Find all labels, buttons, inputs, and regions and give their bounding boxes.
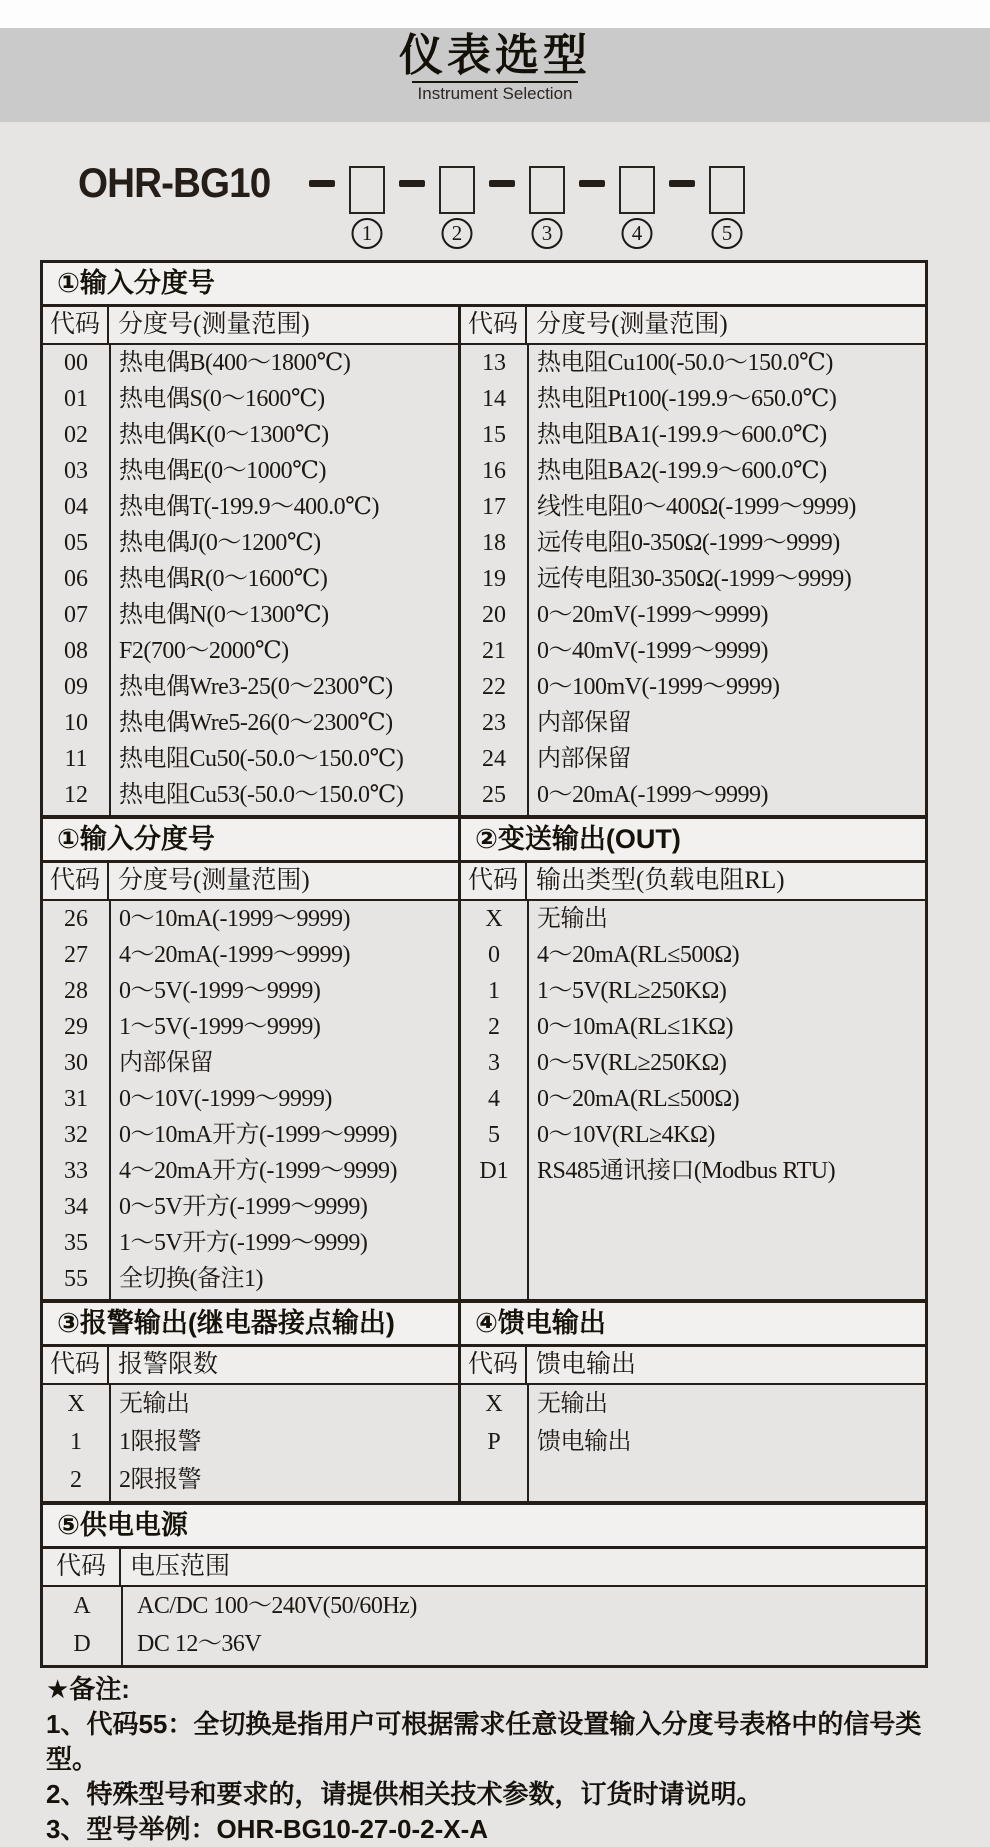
table-row — [43, 345, 458, 381]
row-code: 2 — [70, 1467, 82, 1493]
table-row — [461, 1045, 925, 1081]
model-slot-group-3 — [475, 152, 565, 245]
row-description: 无输出 — [537, 1391, 608, 1417]
dash-separator — [309, 180, 335, 187]
table-rows — [43, 345, 458, 815]
column-header-code: 代码 — [43, 863, 109, 899]
segment-index-3: 3 — [532, 218, 563, 249]
column-header-row — [43, 1347, 458, 1385]
remarks-section — [46, 1672, 946, 1847]
input-codes-right-half — [461, 307, 925, 815]
table-row — [43, 973, 458, 1009]
top-white-strip — [0, 0, 990, 28]
row-code: 22 — [482, 674, 506, 700]
row-code: 3 — [488, 1050, 500, 1076]
dash-separator — [669, 180, 695, 187]
column-header-code: 代码 — [461, 1347, 527, 1383]
row-description: 热电偶E(0～1000℃) — [119, 458, 326, 484]
section-input-codes-1 — [43, 263, 925, 815]
table-row — [461, 937, 925, 973]
row-code: 02 — [64, 422, 88, 448]
row-code: 08 — [64, 638, 88, 664]
row-description: 0～20mA(RL≤500Ω) — [537, 1086, 740, 1112]
row-code: X — [485, 1391, 503, 1417]
table-row — [461, 381, 925, 417]
row-description: 内部保留 — [537, 710, 631, 736]
transmit-output-half — [461, 819, 925, 1299]
table-row — [43, 1081, 458, 1117]
section-title: ②变送输出(OUT) — [461, 819, 925, 863]
table-row — [43, 633, 458, 669]
row-code: 34 — [64, 1194, 88, 1220]
row-code: A — [73, 1593, 91, 1619]
row-code: P — [487, 1429, 501, 1455]
row-description: 1～5V(RL≥250KΩ) — [537, 978, 727, 1004]
row-description: 热电阻Cu53(-50.0～150.0℃) — [119, 782, 404, 808]
column-header-row — [43, 1549, 925, 1587]
section-title: ③报警输出(继电器接点输出) — [43, 1303, 458, 1347]
row-description: 线性电阻0～400Ω(-1999～9999) — [537, 494, 856, 520]
table-row — [43, 453, 458, 489]
model-slot-group-5 — [655, 152, 745, 245]
table-row — [43, 561, 458, 597]
table-rows — [461, 1385, 925, 1501]
table-row — [461, 417, 925, 453]
row-code: 55 — [64, 1266, 88, 1292]
remark-item-1: 1、代码55：全切换是指用户可根据需求任意设置输入分度号表格中的信号类型。 — [46, 1709, 922, 1774]
row-description: DC 12～36V — [137, 1631, 262, 1657]
table-row — [43, 1625, 925, 1663]
row-description: 热电偶S(0～1600℃) — [119, 386, 325, 412]
table-row — [43, 741, 458, 777]
row-description: 热电偶J(0～1200℃) — [119, 530, 321, 556]
row-code: 25 — [482, 782, 506, 808]
column-header-code: 代码 — [461, 307, 527, 343]
row-code: 07 — [64, 602, 88, 628]
row-code: 0 — [488, 942, 500, 968]
model-slot-group-1 — [287, 152, 385, 245]
row-code: 00 — [64, 350, 88, 376]
segment-index-2: 2 — [442, 218, 473, 249]
row-description: 热电偶K(0～1300℃) — [119, 422, 329, 448]
row-description: 0～10mA开方(-1999～9999) — [119, 1122, 397, 1148]
column-header-row — [461, 863, 925, 901]
column-header-range: 分度号(测量范围) — [118, 867, 310, 894]
title-band — [0, 28, 990, 122]
table-row — [461, 1153, 925, 1189]
table-row — [43, 1153, 458, 1189]
row-code: 31 — [64, 1086, 88, 1112]
row-code: 1 — [488, 978, 500, 1004]
row-code: 05 — [64, 530, 88, 556]
row-code: 27 — [64, 942, 88, 968]
table-row — [461, 1423, 925, 1461]
table-rows — [43, 1385, 458, 1501]
row-description: 1～5V(-1999～9999) — [119, 1014, 321, 1040]
row-description: F2(700～2000℃) — [119, 638, 289, 664]
row-code: 03 — [64, 458, 88, 484]
column-header-row — [43, 863, 458, 901]
model-slot-2 — [439, 166, 475, 245]
table-row — [461, 1385, 925, 1423]
row-code: 2 — [488, 1014, 500, 1040]
table-row — [43, 937, 458, 973]
table-row — [43, 381, 458, 417]
column-header-row — [43, 307, 458, 345]
page-subtitle: Instrument Selection — [412, 81, 579, 103]
row-code: 11 — [64, 746, 88, 772]
column-header-code: 代码 — [43, 1347, 109, 1383]
row-code: 15 — [482, 422, 506, 448]
column-header-row — [461, 1347, 925, 1385]
table-row — [461, 901, 925, 937]
page-title: 仪表选型 — [399, 31, 591, 80]
table-row — [461, 345, 925, 381]
remarks-header: ★备注: — [46, 1674, 130, 1704]
table-row — [461, 453, 925, 489]
row-description: 热电偶R(0～1600℃) — [119, 566, 328, 592]
dash-separator — [399, 180, 425, 187]
input-codes-2-half — [43, 819, 461, 1299]
table-row — [43, 525, 458, 561]
segment-index-5: 5 — [712, 218, 743, 249]
row-description: 热电偶T(-199.9～400.0℃) — [119, 494, 379, 520]
row-code: X — [67, 1391, 85, 1417]
table-row — [461, 561, 925, 597]
model-prefix: OHR-BG10 — [78, 159, 271, 206]
section-title: ⑤供电电源 — [43, 1505, 925, 1549]
row-description: 热电偶Wre3-25(0～2300℃) — [119, 674, 393, 700]
row-code: 19 — [482, 566, 506, 592]
section-title: ①输入分度号 — [43, 819, 458, 863]
column-header-output-type: 输出类型(负载电阻RL) — [536, 867, 785, 894]
column-header-row — [461, 307, 925, 345]
row-description: 馈电输出 — [537, 1429, 631, 1455]
row-description: 热电偶B(400～1800℃) — [119, 350, 351, 376]
section-title: ①输入分度号 — [43, 263, 925, 307]
row-code: 1 — [70, 1429, 82, 1455]
row-code: 29 — [64, 1014, 88, 1040]
row-code: 01 — [64, 386, 88, 412]
column-header-voltage-range: 电压范围 — [130, 1553, 231, 1580]
row-code: 17 — [482, 494, 506, 520]
table-row — [43, 1587, 925, 1625]
table-row — [461, 669, 925, 705]
column-header-code: 代码 — [461, 863, 527, 899]
table-row — [461, 633, 925, 669]
table-row — [461, 1009, 925, 1045]
row-description: RS485通讯接口(Modbus RTU) — [537, 1158, 836, 1184]
row-description: 1～5V开方(-1999～9999) — [119, 1230, 368, 1256]
table-row — [43, 1225, 458, 1261]
row-description: 0～100mV(-1999～9999) — [537, 674, 780, 700]
column-header-alarm-limits: 报警限数 — [118, 1351, 219, 1378]
table-row — [43, 1261, 458, 1297]
table-rows — [43, 1587, 925, 1665]
row-description: 全切换(备注1) — [119, 1266, 263, 1292]
row-description: 0～5V开方(-1999～9999) — [119, 1194, 368, 1220]
table-row — [461, 705, 925, 741]
row-code: D — [73, 1631, 91, 1657]
row-description: 0～40mV(-1999～9999) — [537, 638, 768, 664]
table-row — [461, 489, 925, 525]
feed-output-half — [461, 1303, 925, 1501]
row-code: 20 — [482, 602, 506, 628]
row-code: 5 — [488, 1122, 500, 1148]
row-code: 09 — [64, 674, 88, 700]
table-row — [43, 1009, 458, 1045]
row-code: 32 — [64, 1122, 88, 1148]
row-description: 热电阻BA2(-199.9～600.0℃) — [537, 458, 827, 484]
row-code: 18 — [482, 530, 506, 556]
row-description: 0～10mA(-1999～9999) — [119, 906, 350, 932]
section-title: ④馈电输出 — [461, 1303, 925, 1347]
table-row — [43, 705, 458, 741]
row-description: 0～10V(RL≥4KΩ) — [537, 1122, 715, 1148]
row-code: 12 — [64, 782, 88, 808]
row-description: 4～20mA开方(-1999～9999) — [119, 1158, 397, 1184]
row-code: 26 — [64, 906, 88, 932]
column-header-code: 代码 — [43, 1549, 121, 1585]
row-description: 远传电阻30-350Ω(-1999～9999) — [537, 566, 852, 592]
table-row — [43, 901, 458, 937]
model-slot-4 — [619, 166, 655, 245]
row-code: 16 — [482, 458, 506, 484]
row-code: 28 — [64, 978, 88, 1004]
row-description: 内部保留 — [537, 746, 631, 772]
column-header-range: 分度号(测量范围) — [118, 311, 310, 338]
table-row — [461, 1081, 925, 1117]
row-description: 4～20mA(-1999～9999) — [119, 942, 350, 968]
row-description: 热电偶Wre5-26(0～2300℃) — [119, 710, 393, 736]
model-slot-1 — [349, 166, 385, 245]
remark-item-3: 3、型号举例：OHR-BG10-27-0-2-X-A — [46, 1814, 489, 1844]
row-description: 0～5V(-1999～9999) — [119, 978, 321, 1004]
row-code: 30 — [64, 1050, 88, 1076]
row-description: 2限报警 — [119, 1467, 201, 1493]
row-description: 热电阻Cu50(-50.0～150.0℃) — [119, 746, 404, 772]
row-code: 10 — [64, 710, 88, 736]
row-description: 内部保留 — [119, 1050, 213, 1076]
table-row — [43, 1189, 458, 1225]
table-row — [43, 1423, 458, 1461]
table-row — [461, 597, 925, 633]
model-slot-5 — [709, 166, 745, 245]
row-code: 24 — [482, 746, 506, 772]
table-row — [43, 1045, 458, 1081]
row-description: 无输出 — [119, 1391, 190, 1417]
remark-item-2: 2、特殊型号和要求的，请提供相关技术参数，订货时请说明。 — [46, 1779, 763, 1809]
section-power-supply — [43, 1501, 925, 1665]
table-row — [461, 525, 925, 561]
table-row — [43, 777, 458, 813]
column-header-range: 分度号(测量范围) — [536, 311, 728, 338]
table-rows — [461, 345, 925, 815]
row-code: X — [485, 906, 503, 932]
dash-separator — [579, 180, 605, 187]
model-slot-group-4 — [565, 152, 655, 245]
row-description: 0～10mA(RL≤1KΩ) — [537, 1014, 733, 1040]
row-code: D1 — [479, 1158, 509, 1184]
row-code: 06 — [64, 566, 88, 592]
model-slot-group-2 — [385, 152, 475, 245]
selection-tables — [40, 260, 928, 1668]
input-codes-left-half — [43, 307, 461, 815]
row-code: 13 — [482, 350, 506, 376]
section-input-codes-2-and-output — [43, 815, 925, 1299]
row-description: 0～20mA(-1999～9999) — [537, 782, 768, 808]
row-description: 4～20mA(RL≤500Ω) — [537, 942, 740, 968]
model-slot-3 — [529, 166, 565, 245]
table-rows — [43, 901, 458, 1299]
table-row — [43, 1117, 458, 1153]
row-description: 热电阻Cu100(-50.0～150.0℃) — [537, 350, 833, 376]
row-code: 21 — [482, 638, 506, 664]
segment-index-1: 1 — [352, 218, 383, 249]
alarm-output-half — [43, 1303, 461, 1501]
model-number-builder — [78, 152, 990, 254]
row-description: 热电偶N(0～1300℃) — [119, 602, 329, 628]
table-row — [461, 973, 925, 1009]
segment-index-4: 4 — [622, 218, 653, 249]
table-row — [43, 489, 458, 525]
row-description: 热电阻BA1(-199.9～600.0℃) — [537, 422, 827, 448]
table-row — [461, 777, 925, 813]
row-description: 热电阻Pt100(-199.9～650.0℃) — [537, 386, 837, 412]
table-row — [43, 669, 458, 705]
row-code: 14 — [482, 386, 506, 412]
table-row — [43, 597, 458, 633]
table-row — [461, 1117, 925, 1153]
table-row — [461, 741, 925, 777]
table-row — [43, 417, 458, 453]
row-code: 33 — [64, 1158, 88, 1184]
row-code: 23 — [482, 710, 506, 736]
table-rows — [461, 901, 925, 1299]
row-code: 04 — [64, 494, 88, 520]
column-header-code: 代码 — [43, 307, 109, 343]
table-row — [43, 1461, 458, 1499]
row-description: 无输出 — [537, 906, 608, 932]
row-description: 远传电阻0-350Ω(-1999～9999) — [537, 530, 840, 556]
section-alarm-and-feed-output — [43, 1299, 925, 1501]
row-description: AC/DC 100～240V(50/60Hz) — [137, 1593, 417, 1619]
row-description: 0～5V(RL≥250KΩ) — [537, 1050, 727, 1076]
row-description: 0～20mV(-1999～9999) — [537, 602, 768, 628]
row-code: 35 — [64, 1230, 88, 1256]
row-description: 0～10V(-1999～9999) — [119, 1086, 332, 1112]
row-code: 4 — [488, 1086, 500, 1112]
dash-separator — [489, 180, 515, 187]
row-description: 1限报警 — [119, 1429, 201, 1455]
column-header-feed-output: 馈电输出 — [536, 1351, 637, 1378]
table-row — [43, 1385, 458, 1423]
